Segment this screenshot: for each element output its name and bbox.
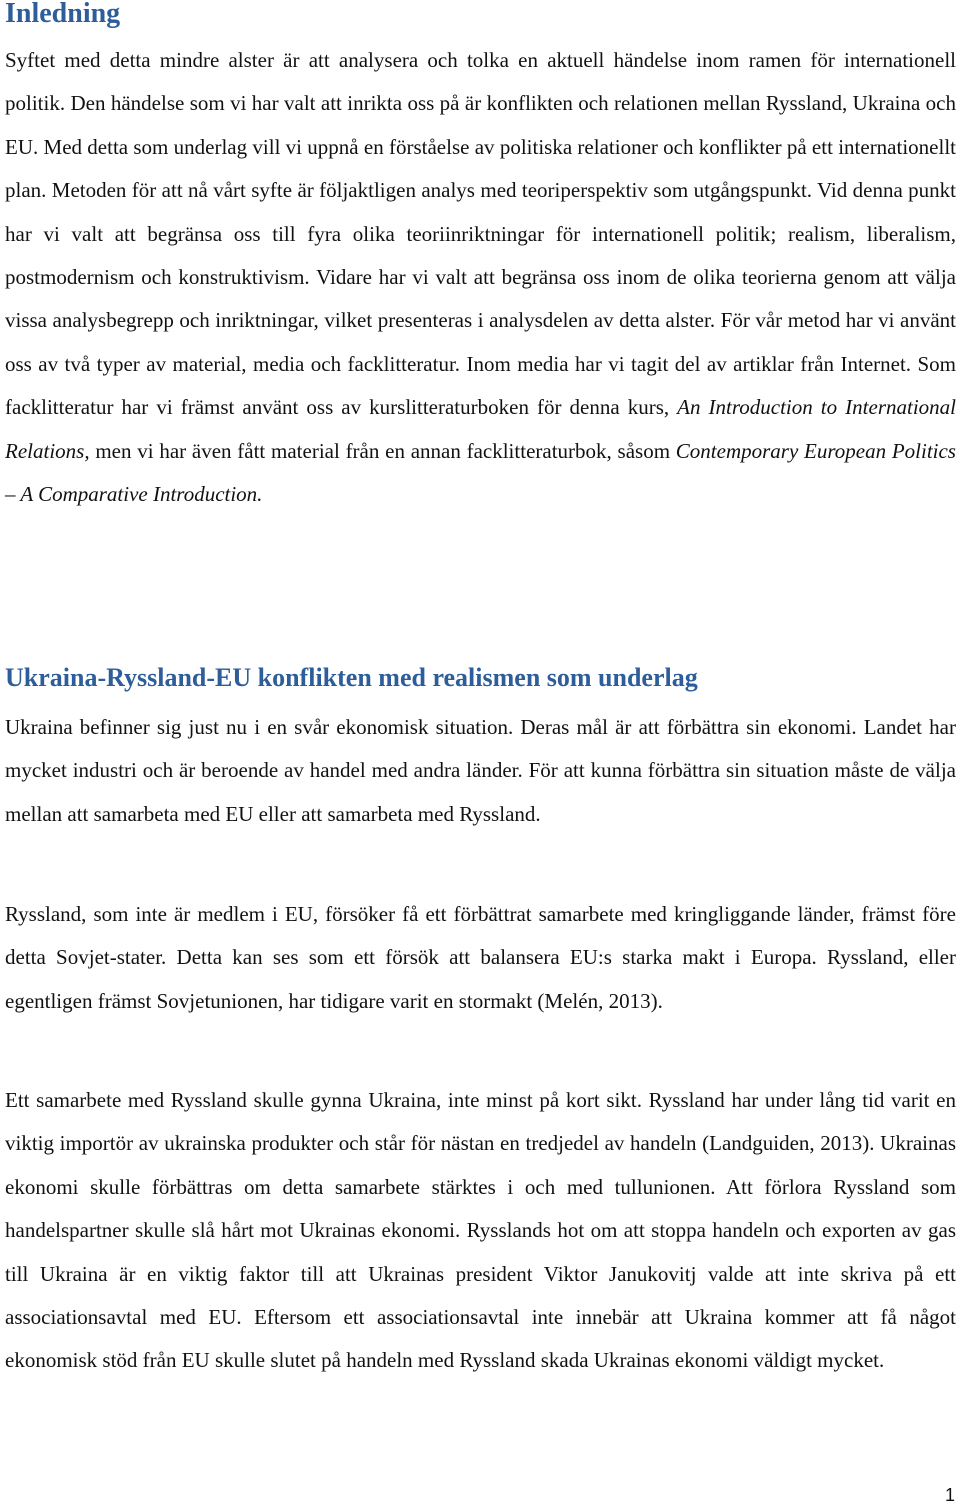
book-title-contemporary-european-politics: Contemporary European Politics – A Comparative Introduction. <box>5 438 956 507</box>
realism-paragraph-3: Ett samarbete med Ryssland skulle gynna Ukraina, inte minst på kort sikt. Ryssland har under lång tid varit en viktig importör av ukrainska produkter och står för nästan en tredjedel av handeln (Landguiden, 2013). Ukrainas ekonomi skulle förbättras om detta samarbete stärktes i och med tullunionen. Att förlora Ryssland som handelspartner skulle slå hårt mot Ukrainas ekonomi. Rysslands hot om att stoppa handeln och exporten av gas till Ukraina är en viktig faktor till att Ukrainas president Viktor Janukovitj valde att inte skriva på ett associationsavtal med EU. Eftersom ett associationsavtal inte innebär att Ukraina kommer att få något ekonomisk stöd från EU skulle slutet på handeln med Ryssland skada Ukrainas ekonomi väldigt mycket. <box>5 1088 956 1373</box>
intro-paragraph <box>5 39 956 516</box>
section-heading-realism: Ukraina-Ryssland-EU konflikten med realismen som underlag <box>5 663 698 692</box>
section-heading-inledning: Inledning <box>5 0 121 29</box>
intro-text-part-1: Syftet med detta mindre alster är att analysera och tolka en aktuell händelse inom ramen för internationell politik. Den händelse som vi har valt att inrikta oss på är konflikten och relationen mellan Ryssland, Ukraina och EU. Med detta som underlag vill vi uppnå en förståelse av politiska relationer och konflikter på ett internationellt plan. Metoden för att nå vårt syfte är följaktligen analys med teoriperspektiv som utgångspunkt. Vid denna punkt har vi valt att begränsa oss till fyra olika teoriinriktningar för internationell politik; realism, liberalism, postmodernism och konstruktivism. Vidare har vi valt att begränsa oss inom de olika teorierna genom att välja vissa analysbegrepp och inriktningar, vilket presenteras i analysdelen av detta alster. För vår metod har vi använt oss av två typer av material, media och facklitteratur. Inom media har vi tagit del av artiklar från Internet. Som facklitteratur har vi främst använt oss av kurslitteraturboken för denna kurs, <box>5 48 956 420</box>
page-number: 1 <box>944 1485 955 1505</box>
book-title-introduction-ir: An Introduction to International Relations, <box>5 395 956 463</box>
realism-paragraph-2: Ryssland, som inte är medlem i EU, försöker få ett förbättrat samarbete med kringliggande länder, främst före detta Sovjet-stater. Detta kan ses som ett försök att balansera EU:s starka makt i Europa. Ryssland, eller egentligen främst Sovjetunionen, har tidigare varit en stormakt (Melén, 2013). <box>5 902 956 1013</box>
realism-paragraph-1: Ukraina befinner sig just nu i en svår ekonomisk situation. Deras mål är att förbättra sin ekonomi. Landet har mycket industri och är beroende av handel med andra länder. För att kunna förbättra sin situation måste de välja mellan att samarbeta med EU eller att samarbeta med Ryssland. <box>5 715 956 826</box>
intro-text-part-2: men vi har även fått material från en annan facklitteraturbok, såsom <box>89 438 676 463</box>
